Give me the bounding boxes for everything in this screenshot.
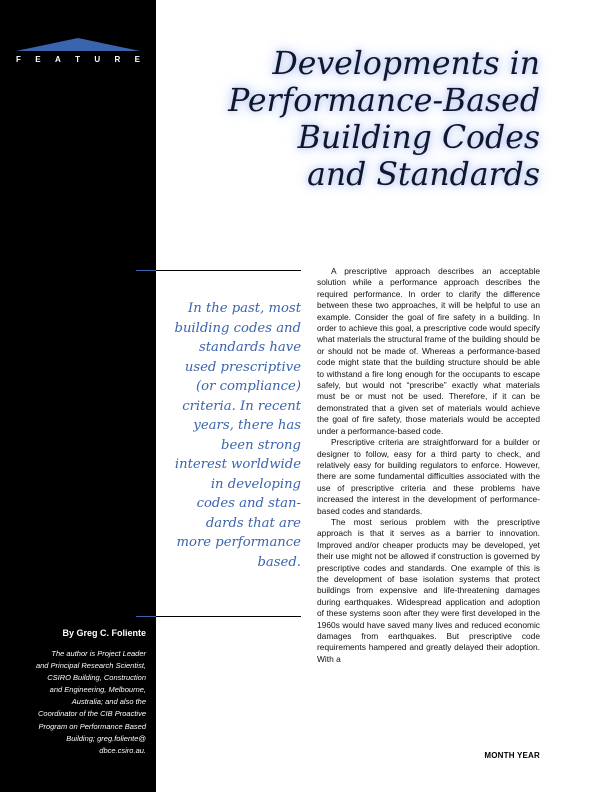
pullquote-line: more performance [176, 535, 301, 550]
pullquote-bottom-rule [156, 616, 301, 617]
section-label-text: F E A T U R E [16, 55, 140, 64]
bio-line: Building; greg.foliente@ [66, 733, 146, 743]
bio-line: CSIRO Building, Construction [47, 673, 146, 683]
left-sidebar [0, 0, 156, 792]
title-line: Building Codes [297, 120, 540, 156]
pullquote-line: In the past, most [188, 301, 301, 316]
pullquote-line: codes and stan- [196, 496, 301, 511]
bio-line: and Engineering, Melbourne, [49, 685, 146, 695]
pullquote-line: building codes and [174, 320, 301, 336]
pullquote-top-rule-accent [136, 270, 156, 271]
pullquote-line: interest worldwide [174, 457, 301, 472]
title-line: Performance-Based [228, 83, 540, 119]
feature-triangle-icon [16, 37, 140, 51]
title-line: Developments in [272, 46, 540, 82]
pullquote-line: in developing [210, 476, 301, 492]
pullquote-line: dards that are [205, 515, 301, 531]
author-byline: By Greg C. Foliente [62, 628, 146, 638]
bio-line: Australia; and also the [71, 697, 146, 707]
pullquote-line: (or compliance) [196, 379, 301, 394]
pullquote-line: been strong [221, 437, 301, 453]
bio-line: dbce.csiro.au. [99, 745, 146, 755]
pullquote-top-rule [156, 270, 301, 271]
title-line: and Standards [307, 157, 540, 193]
section-label [16, 55, 140, 64]
issue-date-footer: MONTH YEAR [484, 751, 540, 760]
pull-quote [160, 299, 301, 572]
bio-line: Program on Performance Based [38, 721, 146, 731]
author-bio [6, 648, 146, 757]
body-paragraph: Prescriptive criteria are straightforward for a builder or designer to follow, easy for a third party to check, and relatively easy for building regulators to enforce. However, there are some fundamental difficulties associated with the use of prescriptive criteria and these problems have increased the interest in the development of performance-based codes and standards. [317, 437, 540, 516]
pullquote-line: standards have [198, 340, 301, 355]
pullquote-line: years, there has [193, 418, 301, 433]
bio-line: The author is Project Leader [51, 649, 146, 658]
bio-line: and Principal Research Scientist, [35, 661, 146, 671]
body-paragraph: A prescriptive approach describes an acceptable solution while a performance approach describes the required performance. In order to clarify the difference between these two approaches, it will be helpful to use an example. Consider the goal of fire safety in a building. In order to achieve this goal, a prescriptive code would specify what materials the structural frame of the building should be or should not be made of. Whereas a performance-based code might state that the building structure should be able to withstand a fire long enough for the occupants to escape safely, but would not “prescribe” exactly what materials must be or must not be used. Therefore, if it can be demonstrated that a given set of materials would achieve the goal of fire safety, those materials would be accepted under a performance-based code. [317, 266, 540, 436]
pullquote-line: used prescriptive [184, 359, 301, 375]
body-paragraph: The most serious problem with the prescriptive approach is that it serves as a barrier to innovation. Improved and/or cheaper products may be developed, yet their use might not be allowed if construction is governed by prescriptive codes and standards. One example of this is the development of base isolation systems that protect buildings from expensive and life-threatening damages during earthquakes. Widespread application and adoption of these systems soon after they were first developed in the 1960s would have saved many lives and reduced economic damages from earthquakes. But prescriptive code requirements hampered and greatly delayed their adoption. With a [317, 516, 540, 664]
bio-line: Coordinator of the CIB Proactive [38, 709, 146, 719]
article-body [317, 266, 540, 665]
pullquote-bottom-rule-accent [136, 616, 156, 617]
pullquote-line: based. [257, 554, 301, 570]
pullquote-line: criteria. In recent [182, 398, 301, 414]
article-title [170, 46, 540, 194]
